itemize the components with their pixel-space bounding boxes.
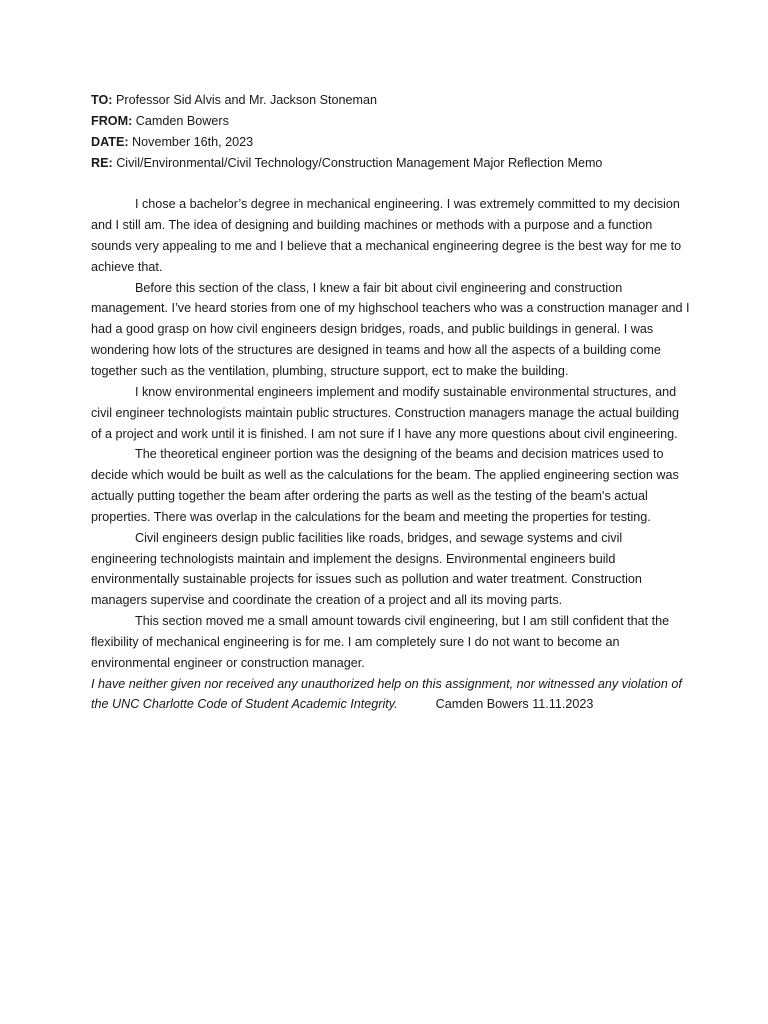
date-label: DATE:: [91, 134, 129, 149]
to-value: Professor Sid Alvis and Mr. Jackson Stoneman: [115, 93, 378, 107]
memo-from-line: [91, 111, 691, 132]
body-paragraph: I chose a bachelor’s degree in mechanical engineering. I was extremely committed to my decision and I still am. The idea of designing and building machines or methods with a purpose and a function sounds very appealing to me and I believe that a mechanical engineering degree is the best way for me to achieve that.: [91, 197, 682, 274]
to-label: TO:: [91, 93, 113, 107]
re-value: Civil/Environmental/Civil Technology/Construction Management Major Reflection Memo: [116, 155, 603, 170]
body-paragraph: Civil engineers design public facilities like roads, bridges, and sewage systems and civil engineering technologists maintain and implement the designs. Environmental engineers build environmentally sustainable projects for issues such as pollution and water treatment. Construction managers supervise and coordinate the creation of a project and all its moving parts.: [91, 530, 642, 608]
body-paragraph: Before this section of the class, I knew a fair bit about civil engineering and construction management. I’ve heard stories from one of my highschool teachers who was a construction manager and I had a good grasp on how civil engineers design bridges, roads, and public buildings in general. I was wondering how lots of the structures are designed in teams and how all the aspects of a building come together such as the ventilation, plumbing, structure support, ect to make the building.: [91, 280, 690, 378]
body-paragraph: The theoretical engineer portion was the designing of the beams and decision matrices used to decide which would be built as well as the calculations for the beam. The applied engineering section was actually putting together the beam after ordering the parts as well as the testing of the beam's actual properties. There was overlap in the calculations for the beam and meeting the properties for testing.: [91, 447, 679, 524]
re-label: RE:: [91, 155, 113, 170]
from-label: FROM:: [91, 113, 133, 128]
memo-re-line: [91, 153, 691, 174]
memo-to-line: [91, 90, 691, 111]
memo: [91, 90, 691, 715]
memo-date-line: [91, 132, 691, 153]
memo-body: [91, 194, 691, 673]
signature-date: Camden Bowers 11.11.2023: [435, 697, 594, 712]
from-value: Camden Bowers: [135, 113, 229, 128]
body-paragraph: I know environmental engineers implement and modify sustainable environmental structures, and civil engineer technologists maintain public structures. Construction managers manage the actual building of a project and work until it is finished. I am not sure if I have any more questions about civil engineering.: [91, 384, 680, 441]
memo-header: [91, 90, 691, 173]
integrity-statement: I have neither given nor received any unauthorized help on this assignment, nor witnessed any violation of the UNC Charlotte Code of Student Academic Integrity.: [91, 676, 682, 712]
integrity-statement-block: [91, 674, 691, 716]
body-paragraph: This section moved me a small amount towards civil engineering, but I am still confident that the flexibility of mechanical engineering is for me. I am completely sure I do not want to become an environmental engineer or construction manager.: [91, 614, 670, 670]
date-value: November 16th, 2023: [132, 134, 254, 149]
